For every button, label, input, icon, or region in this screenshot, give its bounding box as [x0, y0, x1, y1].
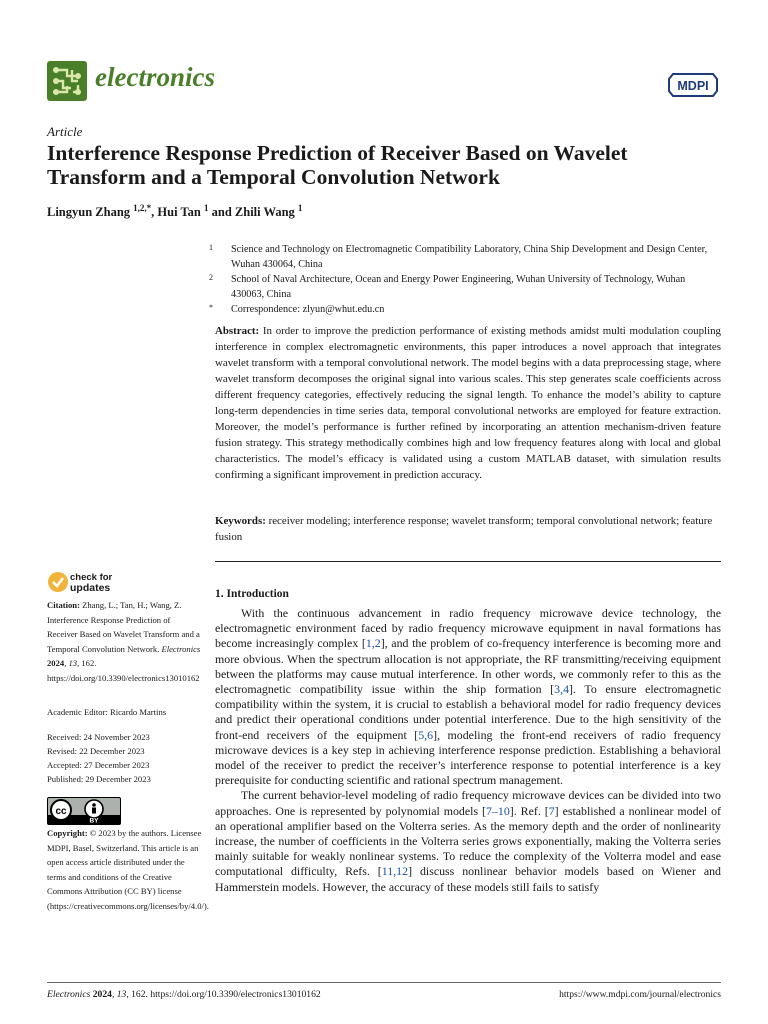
citation-link[interactable]: 11,12 — [381, 864, 409, 879]
abstract-text: In order to improve the prediction performance of existing methods amidst multi modulation coupling interference in complex electromagnetic environments, this paper introduces a novel approach that integrates wavelet transform with a temporal convolutional network. The model begins with a data preprocessing stage, where wavelet transform decomposes the original signal into various scales. This step generates scale coefficients across different frequency categories, effectively reducing the signal length. To enhance the model’s ability to capture long-term dependencies in time series data, temporal convolutional networks are employed for feature extraction. Moreover, the model’s performance is further refined by incorporating an attention mechanism-driven feature fusion strategy. This strategy methodically combines high and low frequency features along with local and global characteristics. The model’s efficacy is validated using a custom MATLAB dataset, with simulation results confirming a significant improvement in prediction accuracy. — [215, 325, 721, 481]
author-name: Zhili Wang — [234, 205, 295, 220]
published-date: Published: 29 December 2023 — [47, 774, 151, 784]
footer-divider — [47, 982, 721, 983]
body-text — [215, 606, 721, 895]
footer-citation: Electronics 2024, 13, 162. https://doi.org/10.3390/electronics13010162 — [47, 989, 321, 1000]
mdpi-text: MDPI — [677, 79, 709, 93]
paragraph: With the continuous advancement in radio frequency microwave device technology, the electromagnetic environment faced by radio frequency microwave equipment in naval formations has become increasingly complex [1,2], and the problem of co-frequency interference is becoming more and more obvious. When the spectrum allocation is not appropriate, the RF transmitting/receiving equipment between the platforms may cause mutual interference. In other words, we commonly refer to this as the electromagnetic compatibility issue within the ship formation [3,4]. To ensure electromagnetic compatibility within the system, it is crucial to establish a behavioral model for radio frequency devices and predict their operational conditions under potential interference. Due to the high sensitivity of the front-end receivers of the equipment [5,6], modeling the front-end receivers of radio frequency microwave devices is a key step in achieving interference response prediction. Establishing a behavioral model of the receiver to predict the receiver’s interference response to potential interference is a key prerequisite for conducting scientific and rational spectrum management. — [215, 606, 721, 788]
correspondence: * Correspondence: zlyun@whut.edu.cn — [209, 303, 385, 315]
affiliation-item: 1 Science and Technology on Electromagnetic Compatibility Laboratory, China Ship Development and Design Center, Wuhan 430064, China — [209, 243, 708, 270]
citation-link[interactable]: 1,2 — [365, 636, 381, 651]
abstract — [215, 323, 721, 483]
divider — [215, 561, 721, 562]
citation: Citation: Zhang, L.; Tan, H.; Wang, Z. Interference Response Prediction of Receiver Based on Wavelet Transform and a Temporal Convolution Network. Electronics 2024, 13, 162. https://doi.org/10.3390/electronics13010162 — [47, 600, 201, 683]
citation-link[interactable]: 5,6 — [418, 727, 434, 742]
article-type: Article — [47, 124, 83, 139]
received-date: Received: 24 November 2023 — [47, 732, 150, 742]
svg-text:cc: cc — [55, 806, 67, 817]
author-sup: 1 — [297, 203, 303, 213]
svg-text:BY: BY — [89, 817, 99, 824]
author-name: Lingyun Zhang — [47, 205, 131, 220]
affiliations — [209, 242, 719, 317]
affiliation-item: 2 School of Naval Architecture, Ocean and Energy Power Engineering, Wuhan University of Technology, Wuhan 430063, China — [209, 273, 686, 300]
cc-by-license-icon[interactable] — [47, 797, 121, 825]
keywords — [215, 513, 721, 545]
citation-link[interactable]: 7–10 — [485, 803, 510, 818]
mdpi-logo — [667, 71, 719, 99]
abstract-label: Abstract: — [215, 325, 260, 337]
keywords-label: Keywords: — [215, 515, 266, 527]
author-list: Lingyun Zhang $^{1,2,*}$, Hui Tan $^1$ and Zhili Wang $^1$ — [47, 203, 303, 220]
author-sup: 1,2,* — [133, 203, 152, 213]
academic-editor: Academic Editor: Ricardo Martins — [47, 707, 167, 717]
journal-logo — [47, 61, 87, 101]
footer-journal-url[interactable]: https://www.mdpi.com/journal/electronics — [559, 989, 721, 1000]
section-heading: 1. Introduction — [215, 588, 289, 600]
citation-link[interactable]: 7 — [548, 803, 555, 818]
citation-link[interactable]: 3,4 — [554, 682, 570, 697]
revised-date: Revised: 22 December 2023 — [47, 746, 145, 756]
paragraph: The current behavior-level modeling of radio frequency microwave devices can be divided into two approaches. One is represented by polynomial models [7–10]. Ref. [7] established a nonlinear model of an operational amplifier based on the Volterra series. As the memory depth and the order of nonlinearity increase, the number of coefficients in the Volterra series grows exponentially, making the Volterra series mainly suitable for weakly nonlinear systems. To reduce the complexity of the Volterra model and ease computational difficulty, Refs. [11,12] discuss nonlinear behavior models based on Wiener and Hammerstein models. However, the accuracy of these models still fails to satisfy — [215, 788, 722, 894]
copyright: Copyright: © 2023 by the authors. Licensee MDPI, Basel, Switzerland. This article is an open access article distributed under the terms and conditions of the Creative Commons Attribution (CC BY) license (https://creativecommons.org/licenses/by/4.0/). — [47, 828, 209, 911]
keywords-text: receiver modeling; interference response; wavelet transform; temporal convolutional network; feature fusion — [215, 515, 713, 543]
accepted-date: Accepted: 27 December 2023 — [47, 760, 150, 770]
article-title: Interference Response Prediction of Receiver Based on Wavelet Transform and a Temporal Convolution Network — [47, 141, 628, 189]
journal-name: electronics — [95, 62, 215, 92]
author-name: Hui Tan — [157, 205, 201, 220]
check-for-updates-icon[interactable] — [47, 571, 69, 593]
author-sup: 1 — [204, 203, 209, 213]
check-for-updates-link[interactable]: check for updates — [70, 572, 113, 594]
